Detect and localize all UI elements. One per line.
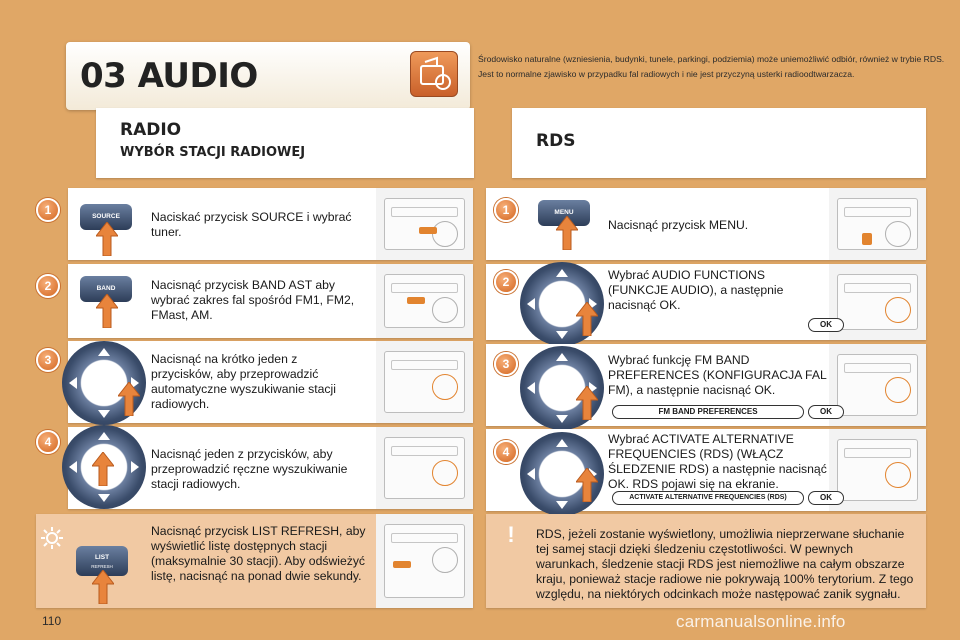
step-text: Wybrać AUDIO FUNCTIONS (FUNKCJE AUDIO), a następnie nacisnąć OK. <box>608 268 784 312</box>
refresh-button-label: REFRESH <box>91 564 113 569</box>
press-arrow-icon <box>576 386 598 420</box>
watermark: carmanualsonline.info <box>676 612 846 631</box>
fm-band-preferences-pill: FM BAND PREFERENCES <box>612 405 804 419</box>
step-number: 2 <box>36 274 60 298</box>
press-arrow-icon <box>576 302 598 336</box>
press-arrow-icon <box>96 222 118 256</box>
step-number: 1 <box>494 198 518 222</box>
note-text: RDS, jeżeli zostanie wyświetlony, umożliwia nieprzerwane słuchanie tej samej stacji dzięki śledzeniu częstotliwości. W pewnych warunkach, śledzenie stacji RDS jest niemożliwe na całym obszarze kraju, ponieważ stacje radiowe nie pokrywają 100% terytorium. Z tego względu, na niektórych odcinkach może następować zanik sygnału. <box>536 527 914 601</box>
step-text: Naciskać przycisk SOURCE i wybrać tuner. <box>151 210 352 239</box>
radio-title: RADIO <box>120 120 182 140</box>
step-number: 4 <box>36 430 60 454</box>
ok-pill: OK <box>808 318 844 332</box>
press-arrow-icon <box>92 452 114 486</box>
ok-pill: OK <box>808 491 844 505</box>
radio-subtitle: WYBÓR STACJI RADIOWEJ <box>120 145 306 160</box>
tip-sun-icon <box>40 526 64 550</box>
source-button: SOURCE <box>80 204 132 230</box>
step-number: 4 <box>494 440 518 464</box>
menu-button: MENU <box>538 200 590 226</box>
step-text: Nacisnąć na krótko jeden z przycisków, aby przeprowadzić automatyczne wyszukiwanie stacji radiowych. <box>151 352 336 411</box>
radio-header-box <box>96 108 474 178</box>
step-number: 3 <box>494 352 518 376</box>
radio-unit-image <box>829 264 926 340</box>
warning-exclamation-icon: ! <box>507 522 515 547</box>
radio-unit-image <box>376 188 473 260</box>
press-arrow-icon <box>96 294 118 328</box>
activate-alternative-frequencies-pill: ACTIVATE ALTERNATIVE FREQUENCIES (RDS) <box>612 491 804 505</box>
band-button: BAND <box>80 276 132 302</box>
radio-unit-image <box>376 514 473 608</box>
list-button-label: LIST <box>94 554 110 561</box>
press-arrow-icon <box>556 216 578 250</box>
step-number: 3 <box>36 348 60 372</box>
press-arrow-icon <box>576 468 598 502</box>
press-arrow-icon <box>118 382 140 416</box>
radio-unit-image <box>376 341 473 423</box>
step-text: Wybrać funkcję FM BAND PREFERENCES (KONFIGURACJA FAL FM), a następnie nacisnąć OK. <box>608 353 827 397</box>
step-number: 2 <box>494 270 518 294</box>
step-number: 1 <box>36 198 60 222</box>
chapter-title: 03 AUDIO <box>80 56 258 96</box>
rds-title: RDS <box>536 131 576 151</box>
radio-unit-image <box>829 188 926 260</box>
intro-paragraph: Środowisko naturalne (wzniesienia, budynki, tunele, parkingi, podziemia) może uniemożliwić odbiór, również w trybie RDS. Jest to normalne zjawisko w przypadku fal radiowych i nie jest przyczyną usterki radioodtwarzacza. <box>478 54 945 79</box>
note-text: Nacisnąć przycisk LIST REFRESH, aby wyświetlić listę dostępnych stacji (maksymalnie 30 stacji). Aby odświeżyć listę, nacisnąć na ponad dwie sekundy. <box>151 524 366 583</box>
ok-pill: OK <box>808 405 844 419</box>
audio-chapter-icon <box>410 51 458 97</box>
page-number: 110 <box>42 614 62 628</box>
step-text: Nacisnąć przycisk MENU. <box>608 218 749 232</box>
step-text: Nacisnąć przycisk BAND AST aby wybrać zakres fal spośród FM1, FM2, FMast, AM. <box>151 278 355 322</box>
radio-unit-image <box>376 427 473 509</box>
step-text: Wybrać ACTIVATE ALTERNATIVE FREQUENCIES (RDS) (WŁĄCZ ŚLEDZENIE RDS) a następnie nacisnąć OK. RDS pojawi się na ekranie. <box>608 432 827 491</box>
step-text: Nacisnąć jeden z przycisków, aby przeprowadzić ręczne wyszukiwanie stacji radiowych. <box>151 447 348 491</box>
press-arrow-icon <box>92 570 114 604</box>
radio-unit-image <box>376 264 473 338</box>
